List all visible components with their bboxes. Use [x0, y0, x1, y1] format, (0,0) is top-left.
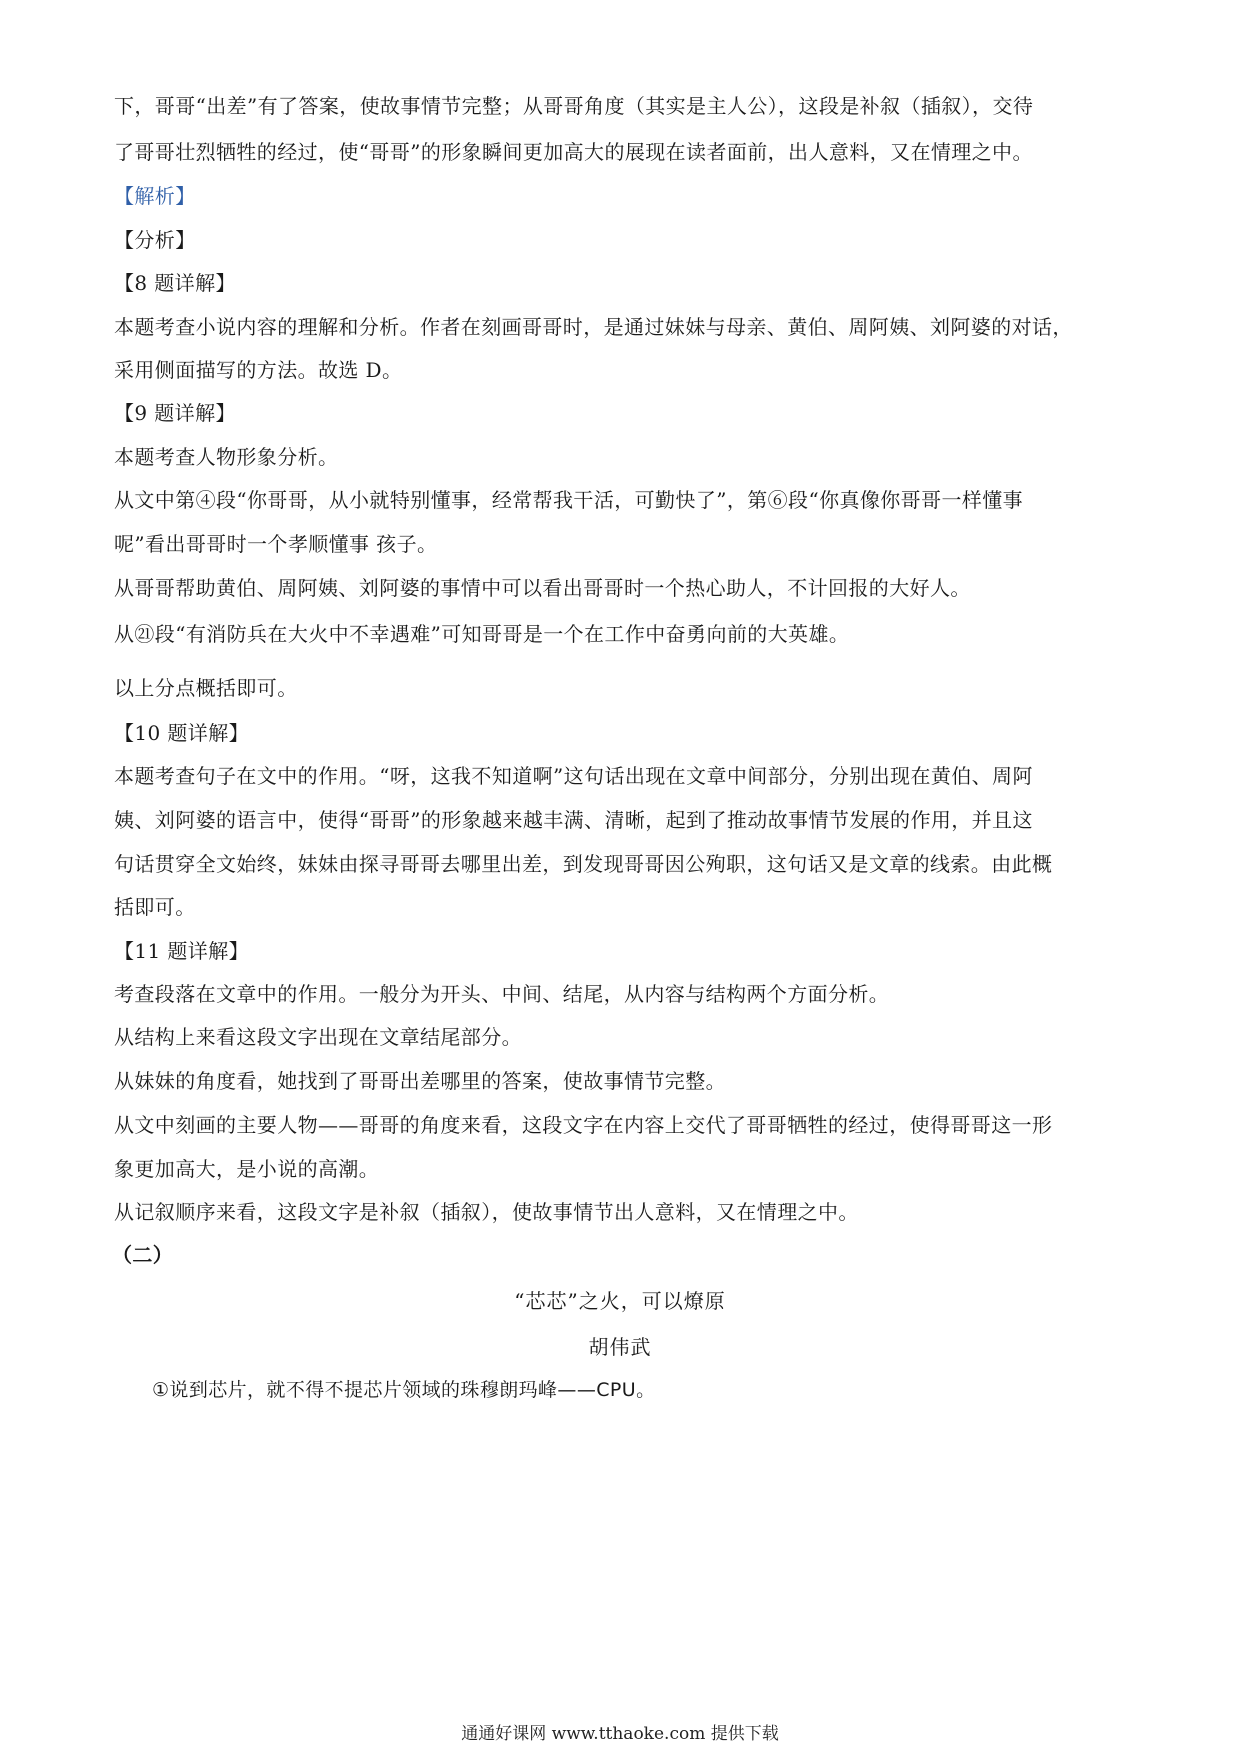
paragraph-line: 以上分点概括即可。 — [114, 676, 298, 700]
paragraph-line: 句话贯穿全文始终，妹妹由探寻哥哥去哪里出差，到发现哥哥因公殉职，这句话又是文章的线索。由此概 — [114, 852, 1053, 876]
question-8-heading: 【8 题详解】 — [114, 271, 236, 295]
article-paragraph-1: ①说到芯片，就不得不提芯片领域的珠穆朗玛峰——CPU。 — [152, 1379, 656, 1401]
paragraph-line: 从结构上来看这段文字出现在文章结尾部分。 — [114, 1025, 522, 1049]
paragraph-line: 考查段落在文章中的作用。一般分为开头、中间、结尾，从内容与结构两个方面分析。 — [114, 982, 890, 1006]
article-title: “芯芯”之火，可以燎原 — [514, 1289, 726, 1313]
footer-credit: 通通好课网 www.tthaoke.com 提供下载 — [461, 1724, 779, 1744]
paragraph-line: 从文中刻画的主要人物——哥哥的角度来看，这段文字在内容上交代了哥哥牺牲的经过，使得哥哥这一形 — [114, 1113, 1053, 1137]
paragraph-line: 从文中第④段“你哥哥，从小就特别懂事，经常帮我干活，可勤快了”，第⑥段“你真像你哥哥一样懂事 — [114, 488, 1024, 512]
paragraph-line: 从妹妹的角度看，她找到了哥哥出差哪里的答案，使故事情节完整。 — [114, 1069, 726, 1093]
paragraph-line: 采用侧面描写的方法。故选 D。 — [114, 358, 403, 382]
section-heading-jiexi: 【解析】 — [114, 184, 196, 208]
question-11-heading: 【11 题详解】 — [114, 939, 250, 963]
paragraph-line: 呢”看出哥哥时一个孝顺懂事 孩子。 — [114, 532, 438, 556]
paragraph-line: 从记叙顺序来看，这段文字是补叙（插叙），使故事情节出人意料，又在情理之中。 — [114, 1200, 859, 1224]
paragraph-line: 本题考查人物形象分析。 — [114, 445, 339, 469]
paragraph-line: 从㉑段“有消防兵在大火中不幸遇难”可知哥哥是一个在工作中奋勇向前的大英雄。 — [114, 622, 850, 646]
paragraph-line: 括即可。 — [114, 895, 196, 919]
paragraph-line: 了哥哥壮烈牺牲的经过，使“哥哥”的形象瞬间更加高大的展现在读者面前，出人意料，又在情理之中。 — [114, 140, 1033, 164]
question-9-heading: 【9 题详解】 — [114, 401, 236, 425]
question-10-heading: 【10 题详解】 — [114, 721, 250, 745]
paragraph-line: 象更加高大，是小说的高潮。 — [114, 1157, 380, 1181]
section-heading-fenxi: 【分析】 — [114, 228, 196, 252]
section-heading-er: （二） — [112, 1243, 174, 1267]
paragraph-line: 下，哥哥“出差”有了答案，使故事情节完整；从哥哥角度（其实是主人公），这段是补叙（插叙），交待 — [114, 94, 1034, 118]
article-author: 胡伟武 — [588, 1335, 652, 1359]
paragraph-line: 本题考查句子在文中的作用。“呀，这我不知道啊”这句话出现在文章中间部分，分别出现在黄伯、周阿 — [114, 764, 1033, 788]
paragraph-line: 本题考查小说内容的理解和分析。作者在刻画哥哥时，是通过妹妹与母亲、黄伯、周阿姨、刘阿婆的对话， — [114, 315, 1073, 339]
paragraph-line: 从哥哥帮助黄伯、周阿姨、刘阿婆的事情中可以看出哥哥时一个热心助人，不计回报的大好人。 — [114, 576, 971, 600]
paragraph-line: 姨、刘阿婆的语言中，使得“哥哥”的形象越来越丰满、清晰，起到了推动故事情节发展的作用，并且这 — [114, 808, 1033, 832]
